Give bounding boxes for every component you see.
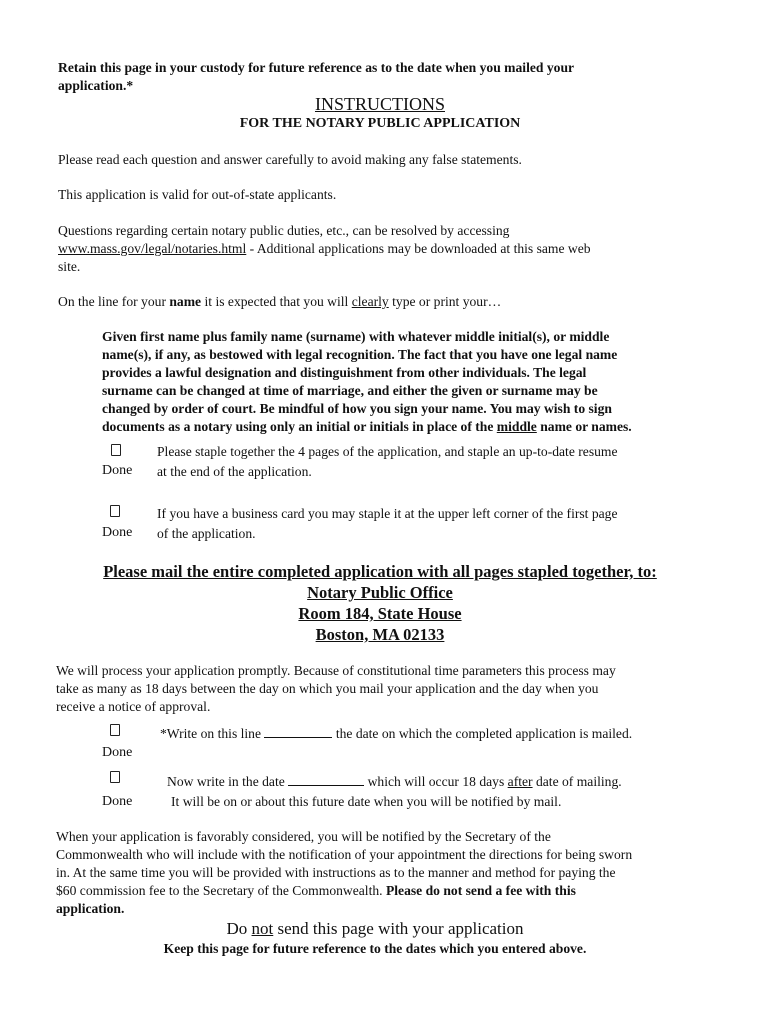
approval-date-line2: It will be on or about this future date when you will be notified by mail. <box>171 794 562 809</box>
questions-text-line1: Questions regarding certain notary public duties, etc., can be resolved by accessing <box>58 223 510 238</box>
name-line-mid: it is expected that you will <box>201 294 352 309</box>
approval-date-after: after <box>507 774 533 789</box>
name-block-line4: surname can be changed at time of marriage, and either the given or surname may be <box>102 383 598 398</box>
business-card-checkbox[interactable] <box>110 505 120 517</box>
mail-instruction: Please mail the entire completed application with all pages stapled together, to: <box>103 562 657 581</box>
business-card-done-label: Done <box>102 525 133 540</box>
page-title: INSTRUCTIONS <box>314 94 445 114</box>
favorable-text-line1: When your application is favorably considered, you will be notified by the Secretary of the <box>56 829 551 844</box>
name-block-line6 <box>102 418 632 436</box>
favorable-text-line3: in. At the same time you will be provided with instructions as to the manner and method for paying the <box>56 865 616 880</box>
name-block-line1: Given first name plus family name (surname) with whatever middle initial(s), or middle <box>102 329 610 344</box>
do-not-send-pre: Do <box>226 919 252 938</box>
staple-pages-checkbox[interactable] <box>111 444 121 456</box>
process-text-line2: take as many as 18 days between the day on which you mail your application and the day when you <box>56 681 599 696</box>
mailed-date-pre: *Write on this line <box>160 726 262 741</box>
name-block-line2: name(s), if any, as bestowed with legal recognition. The fact that you have one legal name <box>102 347 618 362</box>
questions-text-rest: - Additional applications may be downloaded at this same web <box>246 241 591 256</box>
name-block-middle: middle <box>496 419 537 434</box>
read-carefully-text: Please read each question and answer carefully to avoid making any false statements. <box>58 152 522 167</box>
name-block-line3: provides a lawful designation and distinguishment from other individuals. The legal <box>102 365 587 380</box>
notaries-link[interactable]: www.mass.gov/legal/notaries.html <box>58 241 247 256</box>
name-block-line5: changed by order of court. Be mindful of how you sign your name. You may wish to sign <box>102 401 612 416</box>
mailed-date-done-label: Done <box>102 745 133 760</box>
name-line-pre: On the line for your <box>58 294 170 309</box>
do-not-send-not: not <box>251 919 274 938</box>
favorable-text-line4 <box>56 882 576 900</box>
questions-text-line2 <box>58 240 591 258</box>
approval-date-post: date of mailing. <box>532 774 622 789</box>
favorable-text-line2: Commonwealth who will include with the notification of your appointment the directions for being sworn <box>56 847 633 862</box>
process-text-line3: receive a notice of approval. <box>56 699 211 714</box>
approval-date-mid: which will occur 18 days <box>364 774 508 789</box>
favorable-text-line5: application. <box>56 901 125 916</box>
valid-text: This application is valid for out-of-state applicants. <box>58 187 337 202</box>
retain-notice-line1: Retain this page in your custody for future reference as to the date when you mailed your <box>58 60 575 75</box>
mailed-date-text <box>160 725 632 743</box>
staple-pages-text-line2: at the end of the application. <box>157 464 312 479</box>
approval-date-pre: Now write in the date <box>167 774 285 789</box>
mailed-date-post: the date on which the completed application is mailed. <box>332 726 633 741</box>
mailed-date-field[interactable] <box>264 725 332 738</box>
process-text-line1: We will process your application promptly. Because of constitutional time parameters this process may <box>56 663 616 678</box>
approval-date-done-label: Done <box>102 794 133 809</box>
name-line-text <box>58 293 501 311</box>
name-line-bold: name <box>169 294 202 309</box>
staple-pages-done-label: Done <box>102 463 133 478</box>
favorable-line4-bold: Please do not send a fee with this <box>385 883 576 898</box>
mail-room: Room 184, State House <box>298 604 462 623</box>
name-block-line6-post: name or names. <box>536 419 632 434</box>
do-not-send-notice <box>0 918 750 939</box>
retain-notice-line2: application.* <box>58 78 134 93</box>
favorable-line4-pre: $60 commission fee to the Secretary of the Commonwealth. <box>56 883 386 898</box>
business-card-text-line1: If you have a business card you may staple it at the upper left corner of the first page <box>157 506 618 521</box>
approval-date-checkbox[interactable] <box>110 771 120 783</box>
mail-office: Notary Public Office <box>307 583 453 602</box>
approval-date-field[interactable] <box>288 773 364 786</box>
approval-date-text <box>167 773 622 791</box>
name-line-post: type or print your… <box>388 294 502 309</box>
keep-page-notice: Keep this page for future reference to the dates which you entered above. <box>163 941 587 956</box>
questions-text-line3: site. <box>58 259 81 274</box>
do-not-send-post: send this page with your application <box>273 919 524 938</box>
mail-city: Boston, MA 02133 <box>315 625 445 644</box>
page-subtitle: FOR THE NOTARY PUBLIC APPLICATION <box>239 116 521 131</box>
name-line-underlined: clearly <box>351 294 389 309</box>
name-block-line6-pre: documents as a notary using only an initial or initials in place of the <box>102 419 497 434</box>
business-card-text-line2: of the application. <box>157 526 256 541</box>
staple-pages-text-line1: Please staple together the 4 pages of the application, and staple an up-to-date resume <box>157 444 618 459</box>
mailed-date-checkbox[interactable] <box>110 724 120 736</box>
